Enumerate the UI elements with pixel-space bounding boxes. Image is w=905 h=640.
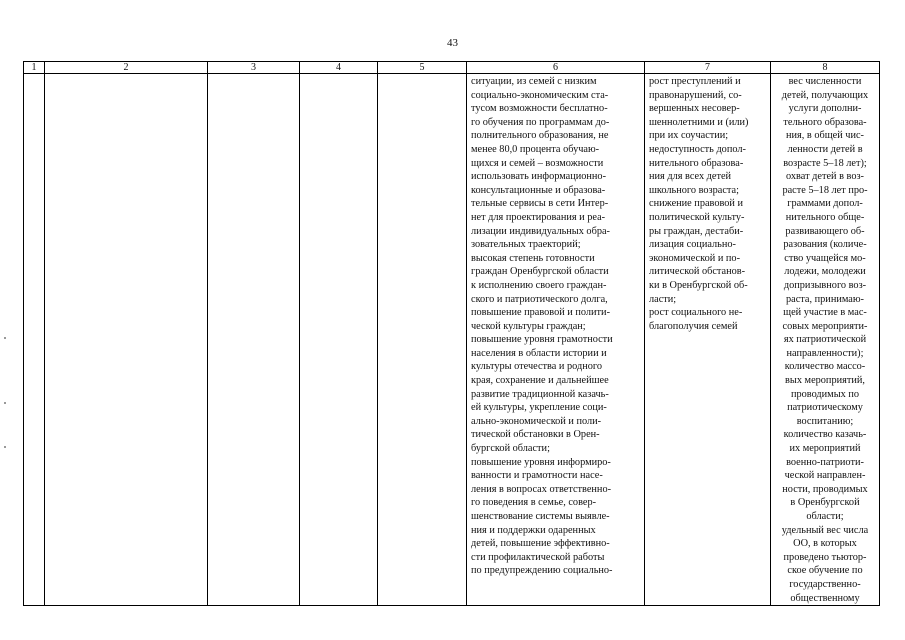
scan-mark — [4, 337, 6, 339]
column-number-8: 8 — [771, 62, 880, 74]
cell-col8 — [771, 74, 880, 606]
column-number-1: 1 — [24, 62, 45, 74]
cell-col2 — [45, 74, 208, 606]
risks-text: рост преступлений и правонарушений, со- вершенных несовер- шеннолетними и (или) при их соучастии; недоступность допол- нительного образова- ния для всех детей школьного возраста; снижение правовой и политической культу- ры граждан, дестаби- лизация социально- экономической и по- литической обстанов- ки в Оренбургской об- ласти; рост социального не- благополучия семей — [649, 76, 749, 332]
data-table — [23, 61, 880, 606]
cell-col4 — [300, 74, 378, 606]
column-number-row — [24, 62, 880, 74]
column-number-4: 4 — [300, 62, 378, 74]
column-number-7: 7 — [645, 62, 771, 74]
indicators-text: вес численности детей, получающих услуги дополни- тельного образова- ния, в общей чис- ленности детей в возрасте 5–18 лет); охват детей в воз- расте 5–18 лет про- граммами допол- нительного обще- развивающего об- разования (количе- ство учащейся мо- лодежи, молодежи допризывного воз- раста, принимаю- щей участие в мас- совых мероприяти- ях патриотической направленности); количество массо- вых мероприятий, проводимых по патриотическому воспитанию; количество казачь- их мероприятий военно-патриоти- ческой направлен- ности, проводимых в Оренбургской области; удельный вес числа ОО, в которых проведено тьютор- ское обучение по государственно- общественному — [781, 76, 869, 604]
cell-col6 — [467, 74, 645, 606]
page-number: 43 — [447, 37, 458, 49]
cell-col7 — [645, 74, 771, 606]
cell-col5 — [378, 74, 467, 606]
cell-col1 — [24, 74, 45, 606]
cell-col3 — [208, 74, 300, 606]
column-number-2: 2 — [45, 62, 208, 74]
expected-results-text: ситуации, из семей с низким социально-экономическим ста- тусом возможности бесплатно- го обучения по программам до- полнительного образования, не менее 80,0 процента обучаю- щихся и семей – возможности использовать информационно- консультационные и образова- тельные сервисы в сети Интер- нет для проектирования и реа- лизации индивидуальных обра- зовательных траекторий; высокая степень готовности граждан Оренбургской области к исполнению своего граждан- ского и патриотического долга, повышение правовой и полити- ческой культуры граждан; повышение уровня грамотности населения в области истории и культуры отечества и родного края, сохранение и дальнейшее развитие традиционной казачь- ей культуры, укрепление соци- ально-экономической и поли- тической обстановки в Орен- бургской области; повышение уровня информиро- ванности и грамотности насе- ления в вопросах ответственно- го поведения в семье, совер- шенствование системы выявле- ния и поддержки одаренных детей, повышение эффективно- сти профилактической работы по предупреждению социально- — [471, 76, 613, 577]
column-number-5: 5 — [378, 62, 467, 74]
table-row — [24, 74, 880, 606]
scan-mark — [4, 402, 6, 404]
column-number-6: 6 — [467, 62, 645, 74]
scan-mark — [4, 446, 6, 448]
column-number-3: 3 — [208, 62, 300, 74]
